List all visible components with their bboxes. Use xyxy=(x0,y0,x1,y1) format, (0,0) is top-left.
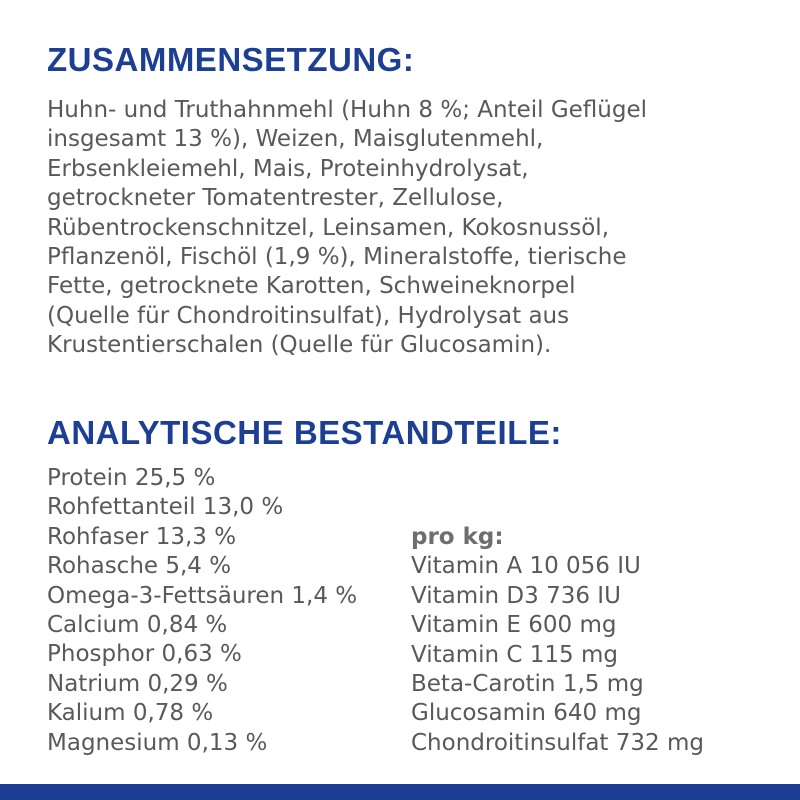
composition-line: Fette, getrocknete Karotten, Schweineknorpel xyxy=(47,273,576,300)
constituent-item: Calcium 0,84 % xyxy=(47,612,228,639)
composition-line: (Quelle für Chondroitinsulfat), Hydrolysat aus xyxy=(47,302,570,329)
composition-line: getrockneter Tomatentrester, Zellulose, xyxy=(47,185,504,212)
per-kg-item: Vitamin C 115 mg xyxy=(411,641,618,668)
composition-line: insgesamt 13 %), Weizen, Maisglutenmehl, xyxy=(47,126,544,153)
per-kg-item: Chondroitinsulfat 732 mg xyxy=(411,729,704,756)
constituent-item: Rohfaser 13,3 % xyxy=(47,523,237,550)
constituent-item: Phosphor 0,63 % xyxy=(47,641,242,668)
constituent-item: Magnesium 0,13 % xyxy=(47,729,268,756)
composition-line: Krustentierschalen (Quelle für Glucosamin). xyxy=(47,332,552,359)
composition-line: Rübentrockenschnitzel, Leinsamen, Kokosnussöl, xyxy=(47,214,610,241)
constituent-item: Natrium 0,29 % xyxy=(47,670,228,697)
constituents-list xyxy=(47,464,357,758)
constituent-item: Protein 25,5 % xyxy=(47,465,216,491)
constituent-item: Rohfettanteil 13,0 % xyxy=(47,494,284,521)
per-kg-item: Beta-Carotin 1,5 mg xyxy=(411,671,644,698)
composition-line: Pflanzenöl, Fischöl (1,9 %), Mineralstoffe, tierische xyxy=(47,244,627,271)
composition-line: Erbsenkleiemehl, Mais, Proteinhydrolysat, xyxy=(47,155,529,182)
composition-text xyxy=(47,96,787,361)
composition-heading: ZUSAMMENSETZUNG: xyxy=(47,41,415,78)
per-kg-item: Vitamin D3 736 IU xyxy=(411,582,621,609)
per-kg-list xyxy=(411,523,704,758)
per-kg-label: pro kg: xyxy=(411,524,504,550)
per-kg-item: Vitamin E 600 mg xyxy=(411,612,617,639)
composition-line: Huhn- und Truthahnmehl (Huhn 8 %; Anteil Geflügel xyxy=(47,97,647,123)
constituent-item: Rohasche 5,4 % xyxy=(47,553,232,580)
analytic-heading: ANALYTISCHE BESTANDTEILE: xyxy=(47,414,562,451)
constituent-item: Kalium 0,78 % xyxy=(47,700,214,727)
per-kg-item: Vitamin A 10 056 IU xyxy=(411,553,641,580)
per-kg-item: Glucosamin 640 mg xyxy=(411,700,642,727)
bottom-accent-bar xyxy=(0,784,800,800)
constituent-item: Omega-3-Fettsäuren 1,4 % xyxy=(47,582,358,609)
